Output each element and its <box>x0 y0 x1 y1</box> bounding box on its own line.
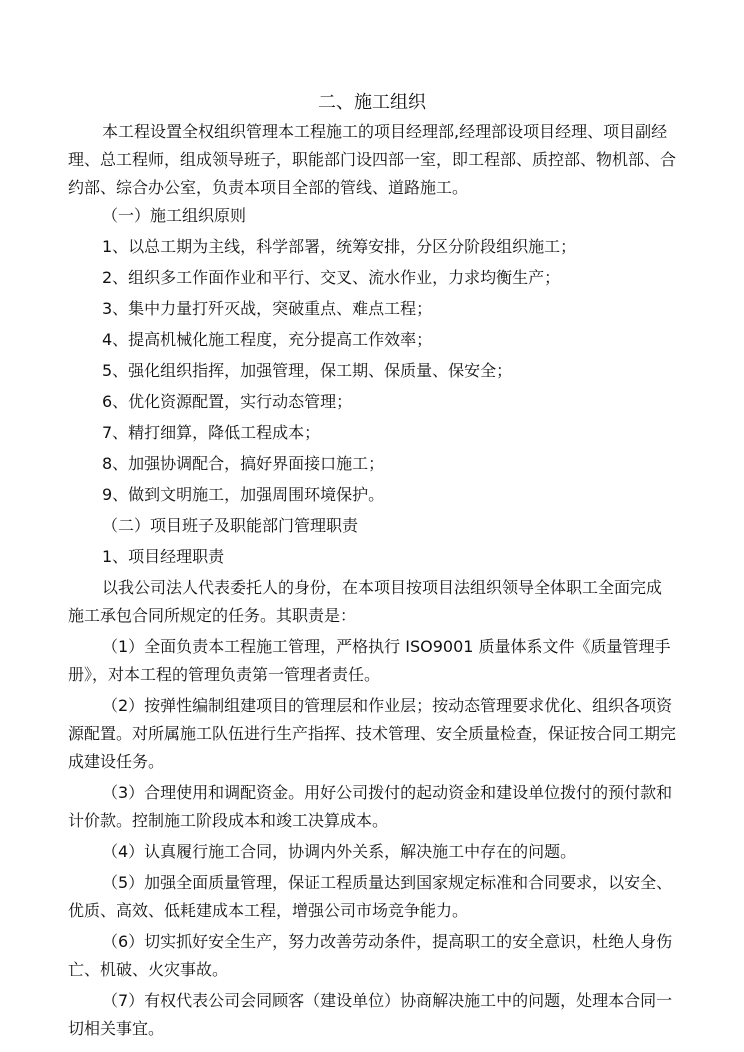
principle-item: 8、加强协调配合，搞好界面接口施工； <box>102 454 385 473</box>
principle-item: 3、集中力量打歼灭战，突破重点、难点工程； <box>102 299 433 318</box>
section-heading-principles: （一）施工组织原则 <box>102 206 247 225</box>
page-title: 二、施工组织 <box>318 92 426 113</box>
duty-item: （4）认真履行施工合同，协调内外关系，解决施工中存在的问题。 <box>102 842 577 861</box>
principle-item: 4、提高机械化施工程度，充分提高工作效率； <box>102 330 433 349</box>
intro-paragraph: 本工程设置全权组织管理本工程施工的项目经理部,经理部设项目经理、项目副经理、总工程师，组成领导班子，职能部门设四部一室，即工程部、质控部、物机部、合约部、综合办公室，负责本项目全部的管线、道路施工。 <box>68 122 677 197</box>
principle-item: 5、强化组织指挥，加强管理，保工期、保质量、保安全； <box>102 361 513 380</box>
section-heading-responsibilities: （二）项目班子及职能部门管理职责 <box>102 516 359 535</box>
principle-item: 7、精打细算，降低工程成本； <box>102 423 321 442</box>
duty-item: （5）加强全面质量管理，保证工程质量达到国家规定标准和合同要求，以安全、优质、高效、低耗建成本工程，增强公司市场竞争能力。 <box>68 873 673 920</box>
principle-item: 6、优化资源配置，实行动态管理； <box>102 392 353 411</box>
duty-item: （7）有权代表公司会同顾客（建设单位）协商解决施工中的问题，处理本合同一切相关事宜。 <box>68 991 673 1038</box>
subheading-manager-duties: 1、项目经理职责 <box>102 547 225 566</box>
document-body <box>68 118 676 1043</box>
duties-intro-paragraph: 以我公司法人代表委托人的身份，在本项目按项目法组织领导全体职工全面完成施工承包合同所规定的任务。其职责是： <box>68 578 663 625</box>
duty-item: （6）切实抓好安全生产，努力改善劳动条件，提高职工的安全意识，杜绝人身伤亡、机破、火灾事故。 <box>68 932 673 979</box>
principle-item: 9、做到文明施工，加强周围环境保护。 <box>102 485 385 504</box>
principle-item: 1、以总工期为主线，科学部署，统筹安排，分区分阶段组织施工； <box>102 237 577 256</box>
duty-item: （3）合理使用和调配资金。用好公司拨付的起动资金和建设单位拨付的预付款和计价款。控制施工阶段成本和竣工决算成本。 <box>68 783 673 830</box>
duty-item: （1）全面负责本工程施工管理，严格执行 ISO9001 质量体系文件《质量管理手册》，对本工程的管理负责第一管理者责任。 <box>68 637 671 684</box>
duty-item: （2）按弹性编制组建项目的管理层和作业层；按动态管理要求优化、组织各项资源配置。对所属施工队伍进行生产指挥、技术管理、安全质量检查，保证按合同工期完成建设任务。 <box>68 696 677 771</box>
principle-item: 2、组织多工作面作业和平行、交叉、流水作业，力求均衡生产； <box>102 268 561 287</box>
